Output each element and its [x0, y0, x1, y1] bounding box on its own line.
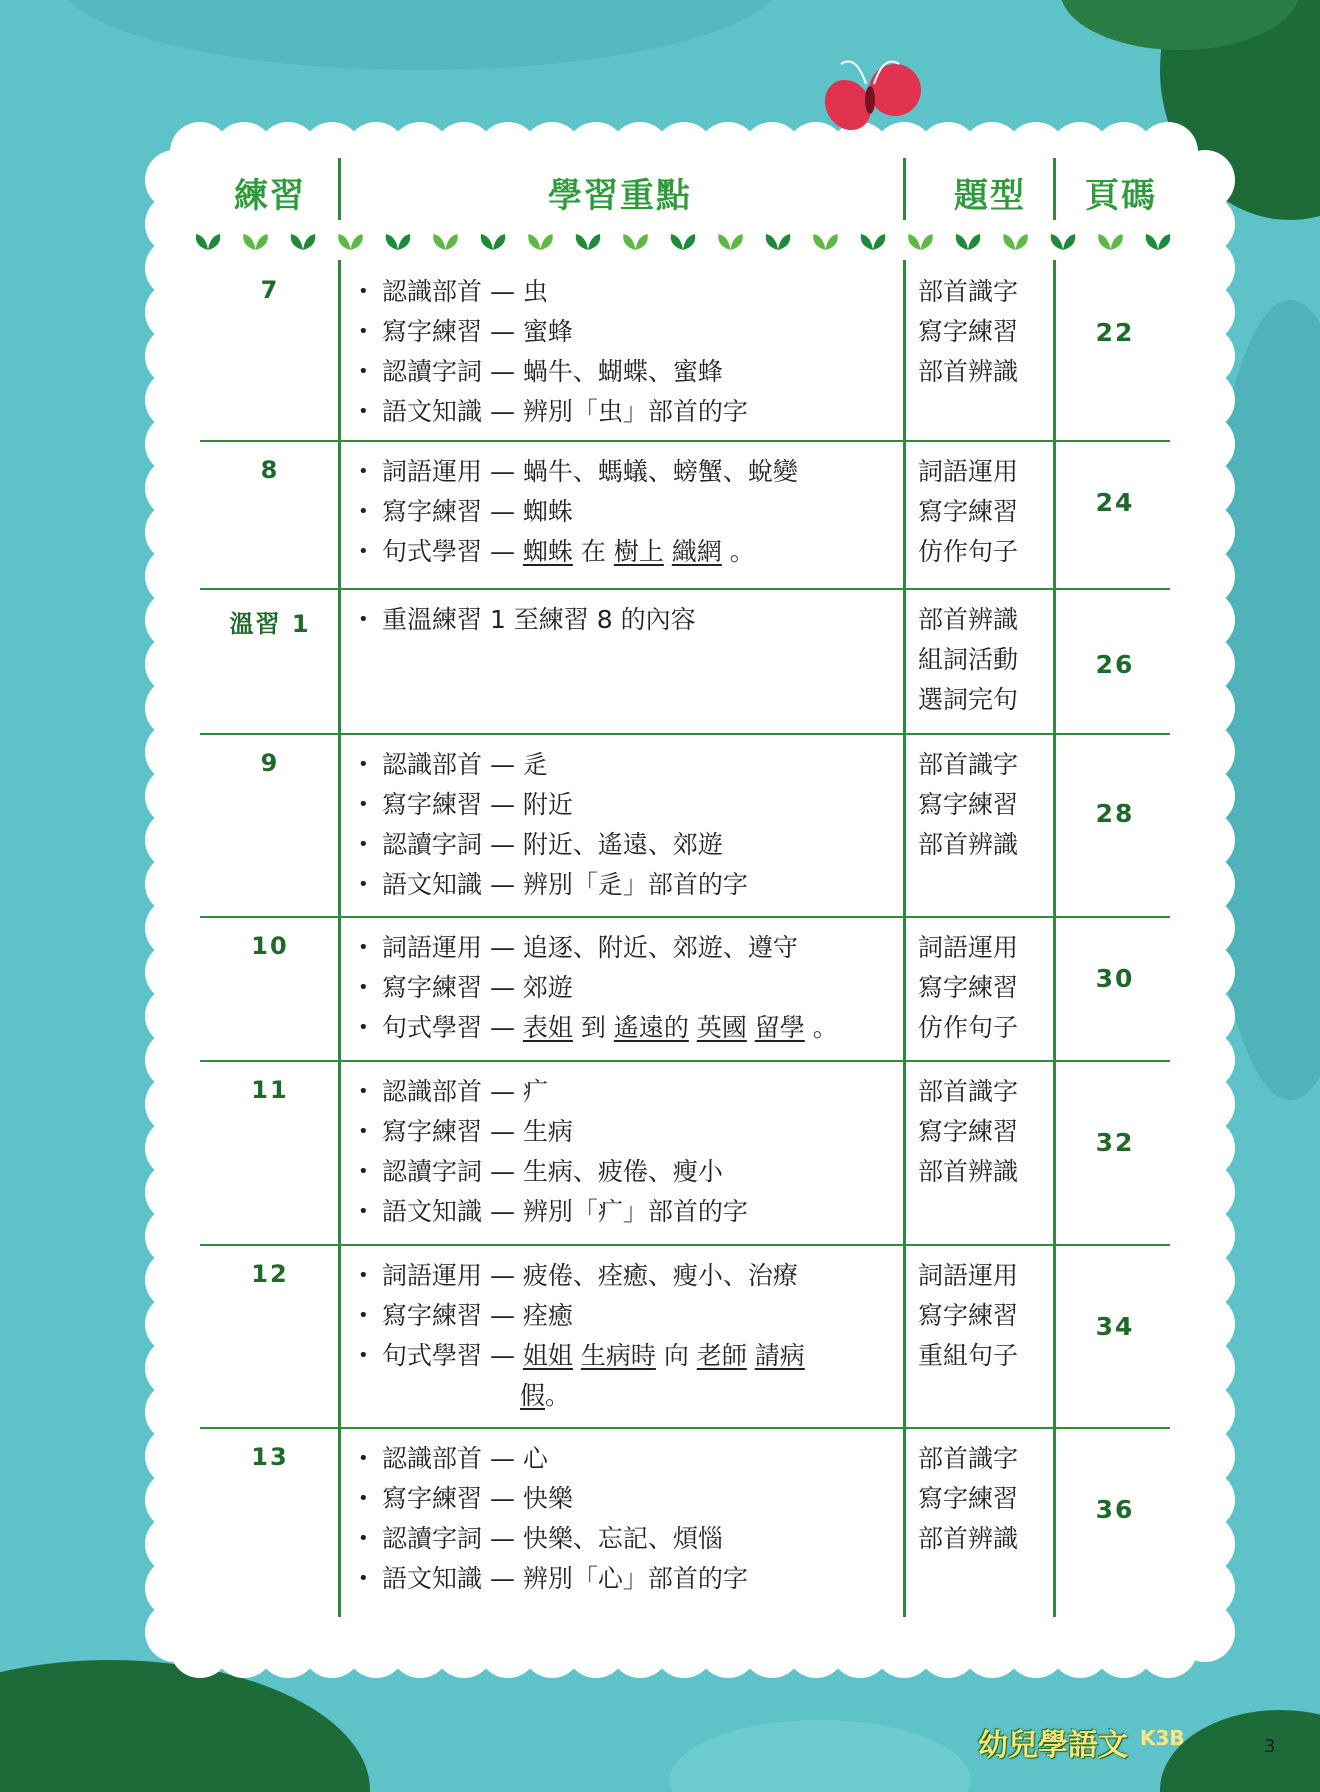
learning-point: • 認識部首 — 虫: [352, 272, 942, 312]
sprout-icon: [528, 234, 553, 250]
learning-point: • 認讀字詞 — 生病、疲倦、瘦小: [352, 1152, 942, 1192]
learning-points: [352, 1439, 942, 1599]
learning-point: • 語文知識 — 辨別「虫」部首的字: [352, 392, 942, 432]
question-type: 部首辨識: [918, 605, 1019, 634]
question-types: [918, 928, 1058, 1048]
sprout-icon: [1003, 234, 1028, 250]
learning-point: • 寫字練習 — 痊癒: [352, 1296, 942, 1336]
table-row: [200, 440, 1170, 590]
learning-point: • 語文知識 — 辨別「心」部首的字: [352, 1559, 942, 1599]
sentence-part: 。: [545, 1381, 571, 1410]
sprout-icon: [718, 234, 743, 250]
learning-point: • 寫字練習 — 郊遊: [352, 968, 942, 1008]
sentence-prefix: 句式學習 —: [382, 1341, 523, 1370]
learning-points: [352, 1256, 942, 1416]
sentence-part: 留學: [754, 1013, 805, 1042]
table-row: [200, 1244, 1170, 1429]
page-number-cell: 28: [1095, 799, 1135, 828]
sprout-icon: [623, 234, 648, 250]
sentence-prefix: 句式學習 —: [382, 1013, 523, 1042]
sprout-icon: [956, 234, 981, 250]
learning-point: • 詞語運用 — 疲倦、痊癒、瘦小、治療: [352, 1256, 942, 1296]
exercise-number: 10: [251, 932, 289, 960]
sentence-part: 遙遠的: [613, 1013, 689, 1042]
table-row: [200, 733, 1170, 918]
column-divider: [338, 260, 341, 1617]
sprout-icon: [813, 234, 838, 250]
sentence-part: 英國: [696, 1013, 747, 1042]
learning-point: • 寫字練習 — 附近: [352, 785, 942, 825]
sprout-icon: [1051, 234, 1076, 250]
sprout-icon: [908, 234, 933, 250]
sprout-icon: [291, 234, 316, 250]
table-row: [200, 1060, 1170, 1246]
sprout-icon: [766, 234, 791, 250]
learning-point: • 寫字練習 — 生病: [352, 1112, 942, 1152]
header-exercise: 練習: [234, 176, 306, 216]
sprout-icon: [433, 234, 458, 250]
sentence-part: 假: [520, 1381, 546, 1410]
sentence-part: 在: [580, 537, 606, 566]
question-type: 部首辨識: [918, 830, 1019, 859]
sentence-part: 蜘蛛: [522, 537, 573, 566]
learning-point: • 認讀字詞 — 快樂、忘記、煩惱: [352, 1519, 942, 1559]
learning-point: • 認讀字詞 — 蝸牛、蝴蝶、蜜蜂: [352, 352, 942, 392]
page-number-cell: 22: [1095, 318, 1135, 347]
sentence-part: 表姐: [522, 1013, 573, 1042]
question-type: 仿作句子: [918, 1013, 1019, 1042]
sentence-continuation: [352, 1376, 942, 1416]
question-type: 部首識字: [918, 750, 1019, 779]
learning-point: • 詞語運用 — 蝸牛、螞蟻、螃蟹、蛻變: [352, 452, 942, 492]
exercise-number: 13: [251, 1443, 289, 1471]
page-number-cell: 34: [1095, 1312, 1135, 1341]
question-type: 寫字練習: [918, 1484, 1019, 1513]
sentence-part: 織網: [671, 537, 722, 566]
table-row: [200, 1427, 1170, 1607]
column-divider: [1053, 158, 1056, 220]
question-types: [918, 745, 1058, 865]
learning-point: • 寫字練習 — 快樂: [352, 1479, 942, 1519]
question-type: 部首辨識: [918, 357, 1019, 386]
question-types: [918, 1072, 1058, 1192]
question-type: 寫字練習: [918, 1301, 1019, 1330]
book-level: K3B: [1140, 1726, 1185, 1750]
question-type: 組詞活動: [918, 645, 1019, 674]
question-types: [918, 1439, 1058, 1559]
exercise-number: 9: [260, 749, 280, 777]
question-type: 寫字練習: [918, 790, 1019, 819]
sentence-part: 老師: [696, 1341, 747, 1370]
sprout-icon: [338, 234, 363, 250]
question-type: 詞語運用: [918, 457, 1019, 486]
sentence-part: 。: [729, 537, 755, 566]
question-type: 部首識字: [918, 1444, 1019, 1473]
learning-points: [352, 745, 942, 905]
sentence-part: 到: [580, 1013, 606, 1042]
page-number: 3: [1264, 1736, 1276, 1757]
exercise-number: 12: [251, 1260, 289, 1288]
table-header: [200, 150, 1170, 230]
question-type: 寫字練習: [918, 497, 1019, 526]
question-type: 寫字練習: [918, 973, 1019, 1002]
question-type: 部首辨識: [918, 1157, 1019, 1186]
question-type: 寫字練習: [918, 1117, 1019, 1146]
learning-points: [352, 600, 942, 640]
learning-points: [352, 928, 942, 1048]
question-type: 寫字練習: [918, 317, 1019, 346]
sentence-part: 。: [812, 1013, 838, 1042]
page-number-cell: 30: [1095, 964, 1135, 993]
table-row: [200, 588, 1170, 735]
question-type: 部首識字: [918, 277, 1019, 306]
sentence-pattern: [352, 1336, 942, 1376]
exercise-number: 8: [260, 456, 280, 484]
sentence-part: 請病: [754, 1341, 805, 1370]
learning-point: • 語文知識 — 辨別「疒」部首的字: [352, 1192, 942, 1232]
sprout-icon: [243, 234, 268, 250]
question-types: [918, 1256, 1058, 1376]
table-row: [200, 260, 1170, 442]
sprout-icon: [861, 234, 886, 250]
header-page: 頁碼: [1085, 176, 1157, 216]
sprout-icon: [576, 234, 601, 250]
question-type: 重組句子: [918, 1341, 1019, 1370]
question-type: 詞語運用: [918, 933, 1019, 962]
question-types: [918, 600, 1058, 720]
learning-points: [352, 452, 942, 572]
page-number-cell: 36: [1095, 1495, 1135, 1524]
learning-point: • 語文知識 — 辨別「辵」部首的字: [352, 865, 942, 905]
book-title: 幼兒學語文: [978, 1728, 1128, 1763]
sprout-icon: [196, 234, 220, 250]
question-type: 選詞完句: [918, 685, 1019, 714]
learning-point: • 詞語運用 — 追逐、附近、郊遊、遵守: [352, 928, 942, 968]
learning-points: [352, 1072, 942, 1232]
learning-point: • 認讀字詞 — 附近、遙遠、郊遊: [352, 825, 942, 865]
sentence-part: 樹上: [613, 537, 664, 566]
exercise-number: 7: [260, 276, 280, 304]
sentence-part: 姐姐: [522, 1341, 573, 1370]
page-number-cell: 24: [1095, 488, 1135, 517]
question-type: 仿作句子: [918, 537, 1019, 566]
question-types: [918, 452, 1058, 572]
sentence-part: 生病時: [580, 1341, 656, 1370]
column-divider: [903, 260, 906, 1617]
table-of-contents: [200, 150, 1170, 1593]
page-number-cell: 32: [1095, 1128, 1135, 1157]
sprout-divider: [196, 228, 1176, 258]
sentence-pattern: [352, 532, 942, 572]
sprout-icon: [386, 234, 411, 250]
question-types: [918, 272, 1058, 392]
column-divider: [1053, 260, 1056, 1617]
learning-point: • 認識部首 — 心: [352, 1439, 942, 1479]
learning-points: [352, 272, 942, 432]
sprout-icon: [1098, 234, 1123, 250]
learning-point: • 重溫練習 1 至練習 8 的內容: [352, 600, 942, 640]
sentence-pattern: [352, 1008, 942, 1048]
sentence-part: 向: [663, 1341, 689, 1370]
learning-point: • 寫字練習 — 蜘蛛: [352, 492, 942, 532]
header-learning-focus: 學習重點: [548, 176, 692, 216]
table-row: [200, 916, 1170, 1062]
exercise-number: 溫習 1: [229, 610, 311, 638]
question-type: 詞語運用: [918, 1261, 1019, 1290]
learning-point: • 認識部首 — 疒: [352, 1072, 942, 1112]
page-number-cell: 26: [1095, 650, 1135, 679]
question-type: 部首識字: [918, 1077, 1019, 1106]
learning-point: • 認識部首 — 辵: [352, 745, 942, 785]
sprout-icon: [671, 234, 696, 250]
sentence-prefix: 句式學習 —: [382, 537, 523, 566]
sprout-icon: [1146, 234, 1171, 250]
learning-point: • 寫字練習 — 蜜蜂: [352, 312, 942, 352]
column-divider: [903, 158, 906, 220]
exercise-number: 11: [251, 1076, 289, 1104]
sprout-icon: [481, 234, 506, 250]
column-divider: [338, 158, 341, 220]
question-type: 部首辨識: [918, 1524, 1019, 1553]
header-question-type: 題型: [954, 176, 1026, 216]
